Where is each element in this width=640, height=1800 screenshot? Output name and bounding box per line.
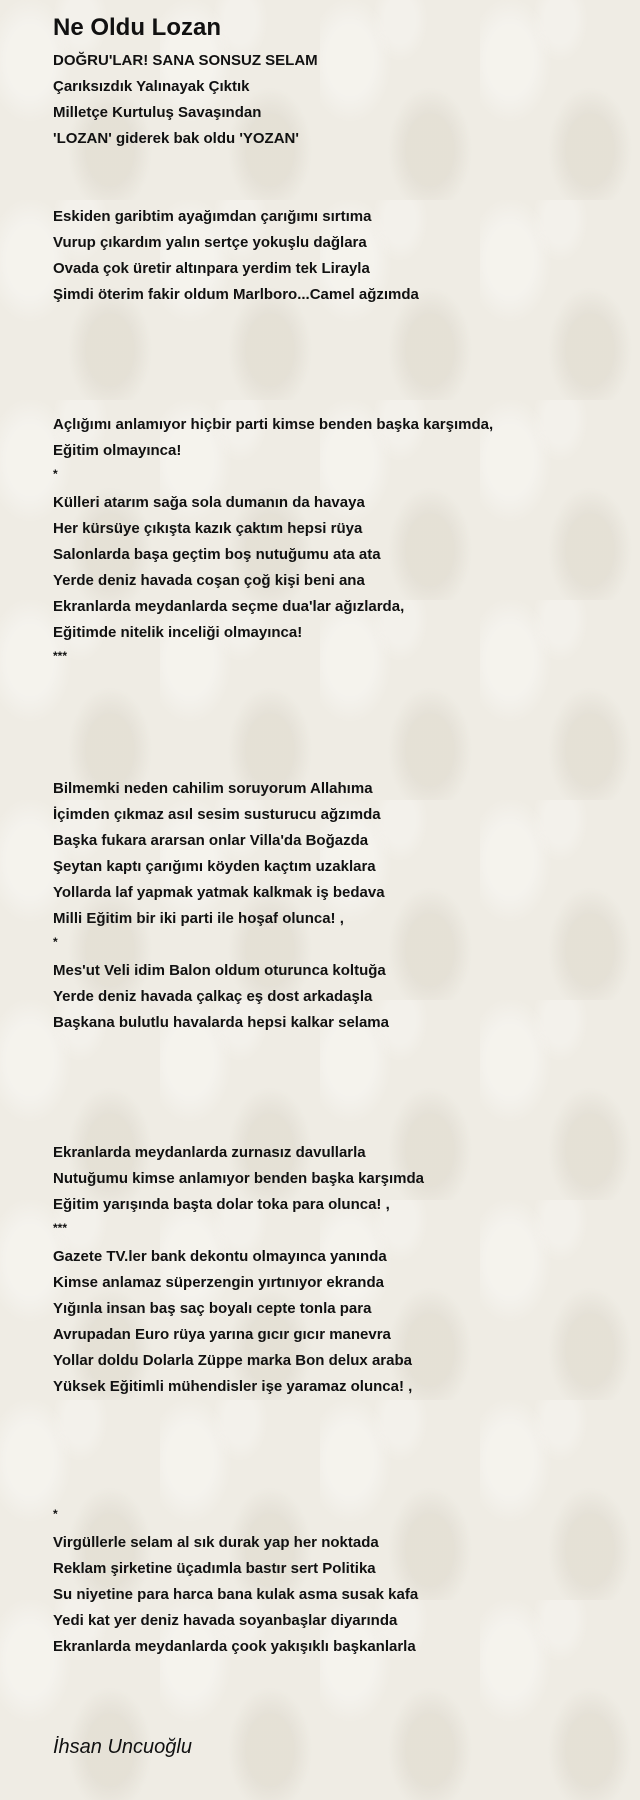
blank-line [53, 1452, 633, 1478]
poem-line: Çarıksızdık Yalınayak Çıktık [53, 78, 250, 95]
poem-body [53, 48, 633, 1660]
poem-line: Ekranlarda meydanlarda seçme dua'lar ağızlarda, [53, 598, 405, 615]
blank-line [53, 1062, 633, 1088]
poem-line: Eğitim olmayınca! [53, 442, 182, 459]
poem-line: Gazete TV.ler bank dekontu olmayınca yanında [53, 1248, 387, 1265]
poem-line: Açlığımı anlamıyor hiçbir parti kimse benden başka karşımda, [53, 416, 494, 433]
poem-line: Başka fukara ararsan onlar Villa'da Boğazda [53, 832, 369, 849]
poem-line: Mes'ut Veli idim Balon oldum oturunca koltuğa [53, 962, 386, 979]
poem-line: Milli Eğitim bir iki parti ile hoşaf olunca! , [53, 910, 344, 927]
poem-line: Kimse anlamaz süperzengin yırtınıyor ekranda [53, 1274, 384, 1291]
poem-line: Nutuğumu kimse anlamıyor benden başka karşımda [53, 1170, 424, 1187]
poem-line: İçimden çıkmaz asıl sesim susturucu ağzımda [53, 806, 381, 823]
poem-line: Eğitim yarışında başta dolar toka para olunca! , [53, 1196, 390, 1213]
poem [53, 12, 633, 1660]
blank-line [53, 1426, 633, 1452]
blank-line [53, 334, 633, 360]
poem-line: Salonlarda başa geçtim boş nutuğumu ata ata [53, 546, 381, 563]
poem-line: Başkana bulutlu havalarda hepsi kalkar selama [53, 1014, 389, 1031]
poem-line: Yerde deniz havada çalkaç eş dost arkadaşla [53, 988, 373, 1005]
blank-line [53, 1088, 633, 1114]
blank-line [53, 672, 633, 698]
stanza-separator: *** [53, 1221, 68, 1235]
blank-line [53, 1478, 633, 1504]
poem-line: Şimdi öterim fakir oldum Marlboro...Camel ağzımda [53, 286, 419, 303]
blank-line [53, 1114, 633, 1140]
blank-line [53, 308, 633, 334]
blank-line [53, 178, 633, 204]
blank-line [53, 360, 633, 386]
poem-line: Yollarda laf yapmak yatmak kalkmak iş bedava [53, 884, 385, 901]
blank-line [53, 1400, 633, 1426]
poem-line: Yüksek Eğitimli mühendisler işe yaramaz olunca! , [53, 1378, 413, 1395]
poem-line: Yığınla insan baş saç boyalı cepte tonla para [53, 1300, 372, 1317]
blank-line [53, 750, 633, 776]
poem-line: Vurup çıkardım yalın sertçe yokuşlu dağlara [53, 234, 367, 251]
blank-line [53, 1036, 633, 1062]
stanza-separator: * [53, 1507, 58, 1521]
poem-line: Virgüllerle selam al sık durak yap her noktada [53, 1534, 379, 1551]
poem-line: Reklam şirketine üçadımla bastır sert Politika [53, 1560, 376, 1577]
blank-line [53, 724, 633, 750]
poem-line: Bilmemki neden cahilim soruyorum Allahıma [53, 780, 373, 797]
poem-line: Milletçe Kurtuluş Savaşından [53, 104, 262, 121]
poem-line: Ekranlarda meydanlarda zurnasız davullarla [53, 1144, 366, 1161]
poem-line: Her kürsüye çıkışta kazık çaktım hepsi rüya [53, 520, 363, 537]
poem-line: DOĞRU'LAR! SANA SONSUZ SELAM [53, 52, 318, 69]
poem-author: İhsan Uncuoğlu [53, 1736, 192, 1758]
poem-line: Ekranlarda meydanlarda çook yakışıklı başkanlarla [53, 1638, 416, 1655]
poem-line: Yerde deniz havada coşan çoğ kişi beni ana [53, 572, 365, 589]
poem-line: 'LOZAN' giderek bak oldu 'YOZAN' [53, 130, 299, 147]
blank-line [53, 698, 633, 724]
stanza-separator: * [53, 935, 58, 949]
blank-line [53, 152, 633, 178]
poem-line: Yedi kat yer deniz havada soyanbaşlar diyarında [53, 1612, 398, 1629]
poem-line: Eskiden garibtim ayağımdan çarığımı sırtıma [53, 208, 372, 225]
stanza-separator: *** [53, 649, 68, 663]
blank-line [53, 386, 633, 412]
poem-line: Eğitimde nitelik inceliği olmayınca! [53, 624, 303, 641]
poem-line: Külleri atarım sağa sola dumanın da havaya [53, 494, 365, 511]
poem-line: Ovada çok üretir altınpara yerdim tek Lirayla [53, 260, 370, 277]
poem-line: Avrupadan Euro rüya yarına gıcır gıcır manevra [53, 1326, 391, 1343]
poem-title: Ne Oldu Lozan [53, 14, 221, 41]
stanza-separator: * [53, 467, 58, 481]
poem-line: Şeytan kaptı çarığımı köyden kaçtım uzaklara [53, 858, 376, 875]
poem-line: Yollar doldu Dolarla Züppe marka Bon delux araba [53, 1352, 412, 1369]
poem-line: Su niyetine para harca bana kulak asma susak kafa [53, 1586, 419, 1603]
